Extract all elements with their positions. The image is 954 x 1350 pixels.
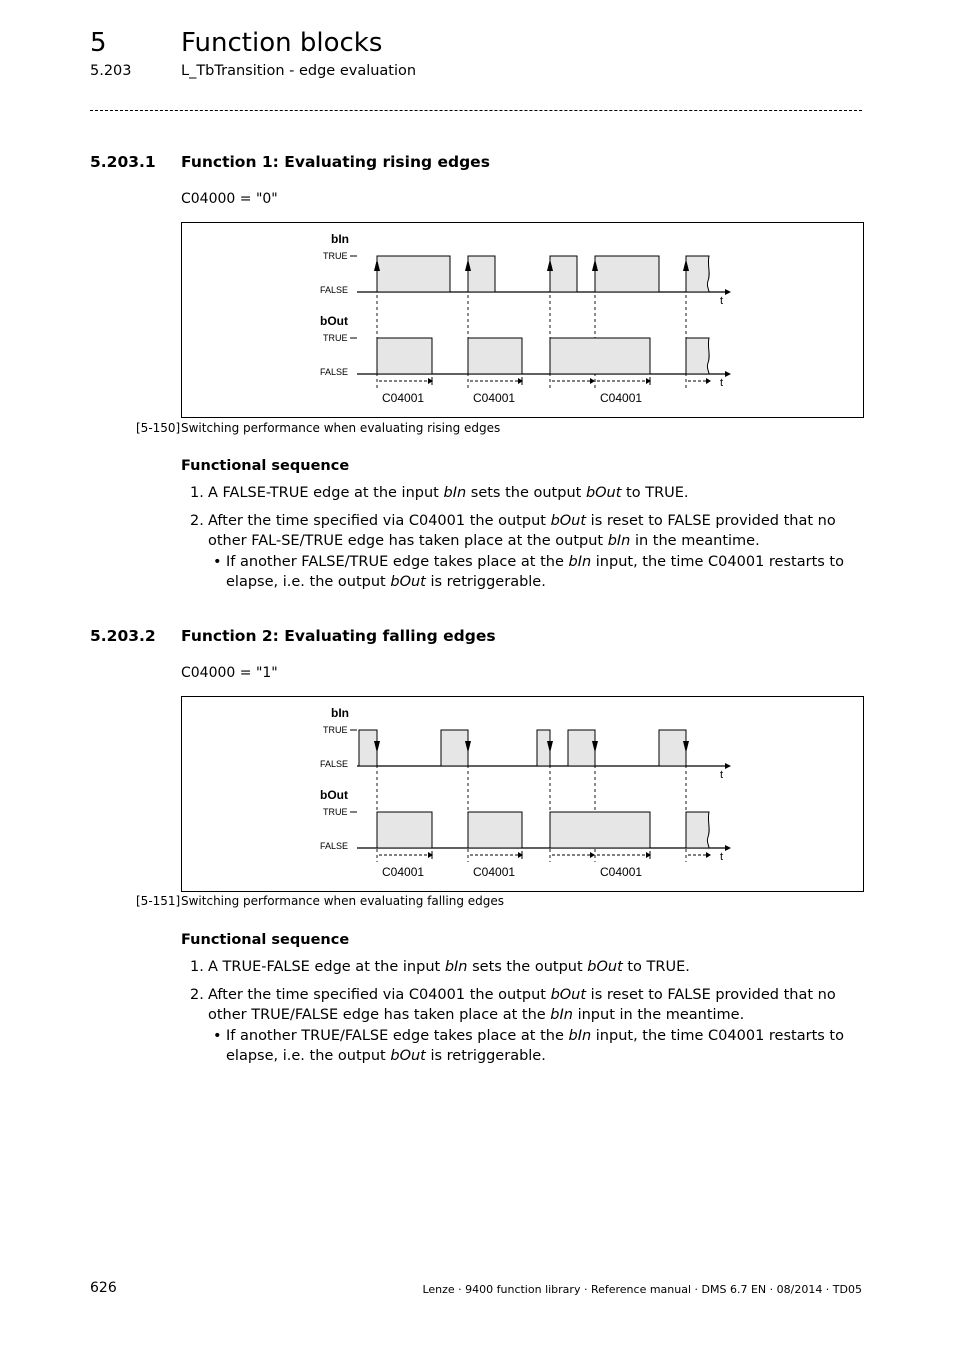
subsection-1-title: Function 1: Evaluating rising edges xyxy=(181,153,490,171)
sequence-heading-1: Functional sequence xyxy=(181,458,350,474)
timer-label-2: C04001 xyxy=(473,391,516,405)
bout-pulse xyxy=(377,338,432,374)
bin-pulse xyxy=(568,730,595,766)
subsection-2-number: 5.203.2 xyxy=(90,627,156,645)
time-axis-arrow-bout xyxy=(725,371,731,377)
caption-number-1: [5-150] xyxy=(136,421,181,435)
subsection-1-number: 5.203.1 xyxy=(90,153,156,171)
time-axis-arrow-bout xyxy=(725,845,731,851)
caption-text-2: Switching performance when evaluating falling edges xyxy=(181,894,505,908)
section-title: L_TbTransition - edge evaluation xyxy=(181,63,417,79)
time-axis-label-bout: t xyxy=(720,851,724,863)
bin-pulse xyxy=(377,256,450,292)
time-axis-arrow-bin xyxy=(725,763,731,769)
true-label-bout: TRUE xyxy=(323,333,348,343)
time-axis-arrow-bin xyxy=(725,289,731,295)
bout-pulse xyxy=(468,338,522,374)
time-axis-label-bin: t xyxy=(720,769,724,781)
item-number: 1. xyxy=(190,485,204,501)
caption-text-1: Switching performance when evaluating rising edges xyxy=(181,421,501,435)
code-setting-1: C04000 = "0" xyxy=(181,191,278,207)
chapter-number: 5 xyxy=(90,28,107,58)
false-label-bout: FALSE xyxy=(320,367,349,377)
false-label-bout: FALSE xyxy=(320,841,349,851)
signal-label-bin: bIn xyxy=(331,706,349,720)
chapter-title: Function blocks xyxy=(181,28,383,58)
timing-diagram-falling-svg xyxy=(182,697,863,891)
document-info: Lenze · 9400 function library · Reference manual · DMS 6.7 EN · 08/2014 · TD05 xyxy=(422,1283,862,1296)
true-label-bout: TRUE xyxy=(323,807,348,817)
false-label-bin: FALSE xyxy=(320,285,349,295)
timer-label-1: C04001 xyxy=(382,865,425,879)
bin-pulse xyxy=(359,730,377,766)
bout-pulse xyxy=(550,338,650,374)
item-text: After the time specified via C04001 the output bOut is reset to FALSE provided that no other FAL-SE/TRUE edge has taken place at the output bIn in the meantime. xyxy=(208,513,836,549)
bout-pulse xyxy=(377,812,432,848)
timer-label-3: C04001 xyxy=(600,391,643,405)
bout-pulse-cut xyxy=(686,338,709,374)
bullet-mark: • xyxy=(213,554,222,570)
signal-label-bout: bOut xyxy=(320,314,348,328)
item-number: 2. xyxy=(190,987,204,1003)
item-number: 2. xyxy=(190,513,204,529)
section-number: 5.203 xyxy=(90,63,132,79)
bullet-text: If another TRUE/FALSE edge takes place at the bIn input, the time C04001 restarts to elapse, i.e. the output bOut is retriggerable. xyxy=(226,1028,844,1064)
bout-pulse-cut xyxy=(686,812,709,848)
time-axis-label-bin: t xyxy=(720,295,724,307)
false-label-bin: FALSE xyxy=(320,759,349,769)
true-label-bin: TRUE xyxy=(323,251,348,261)
true-label-bin: TRUE xyxy=(323,725,348,735)
code-setting-2: C04000 = "1" xyxy=(181,665,278,681)
item-text: After the time specified via C04001 the output bOut is reset to FALSE provided that no other TRUE/FALSE edge has taken place at the bIn input in the meantime. xyxy=(208,987,836,1023)
item-number: 1. xyxy=(190,959,204,975)
signal-label-bin: bIn xyxy=(331,232,349,246)
bout-pulse xyxy=(468,812,522,848)
item-text: A FALSE-TRUE edge at the input bIn sets the output bOut to TRUE. xyxy=(208,485,689,501)
bin-pulse xyxy=(595,256,659,292)
signal-label-bout: bOut xyxy=(320,788,348,802)
timer-label-2: C04001 xyxy=(473,865,516,879)
bin-pulse xyxy=(468,256,495,292)
caption-number-2: [5-151] xyxy=(136,894,181,908)
bin-pulse xyxy=(537,730,550,766)
timer-label-3: C04001 xyxy=(600,865,643,879)
item-text: A TRUE-FALSE edge at the input bIn sets the output bOut to TRUE. xyxy=(208,959,690,975)
sequence-heading-2: Functional sequence xyxy=(181,932,350,948)
bin-pulse xyxy=(550,256,577,292)
page-number: 626 xyxy=(90,1280,117,1296)
timing-diagram-rising xyxy=(181,222,864,418)
time-axis-label-bout: t xyxy=(720,377,724,389)
timing-diagram-falling xyxy=(181,696,864,892)
header-divider xyxy=(90,110,862,111)
timer-label-1: C04001 xyxy=(382,391,425,405)
bin-pulse-cut xyxy=(686,256,709,292)
bin-pulse xyxy=(659,730,686,766)
bullet-mark: • xyxy=(213,1028,222,1044)
bullet-text: If another FALSE/TRUE edge takes place at the bIn input, the time C04001 restarts to elapse, i.e. the output bOut is retriggerable. xyxy=(226,554,844,590)
bout-pulse xyxy=(550,812,650,848)
timing-diagram-rising-svg xyxy=(182,223,863,417)
subsection-2-title: Function 2: Evaluating falling edges xyxy=(181,627,496,645)
bin-pulse xyxy=(441,730,468,766)
